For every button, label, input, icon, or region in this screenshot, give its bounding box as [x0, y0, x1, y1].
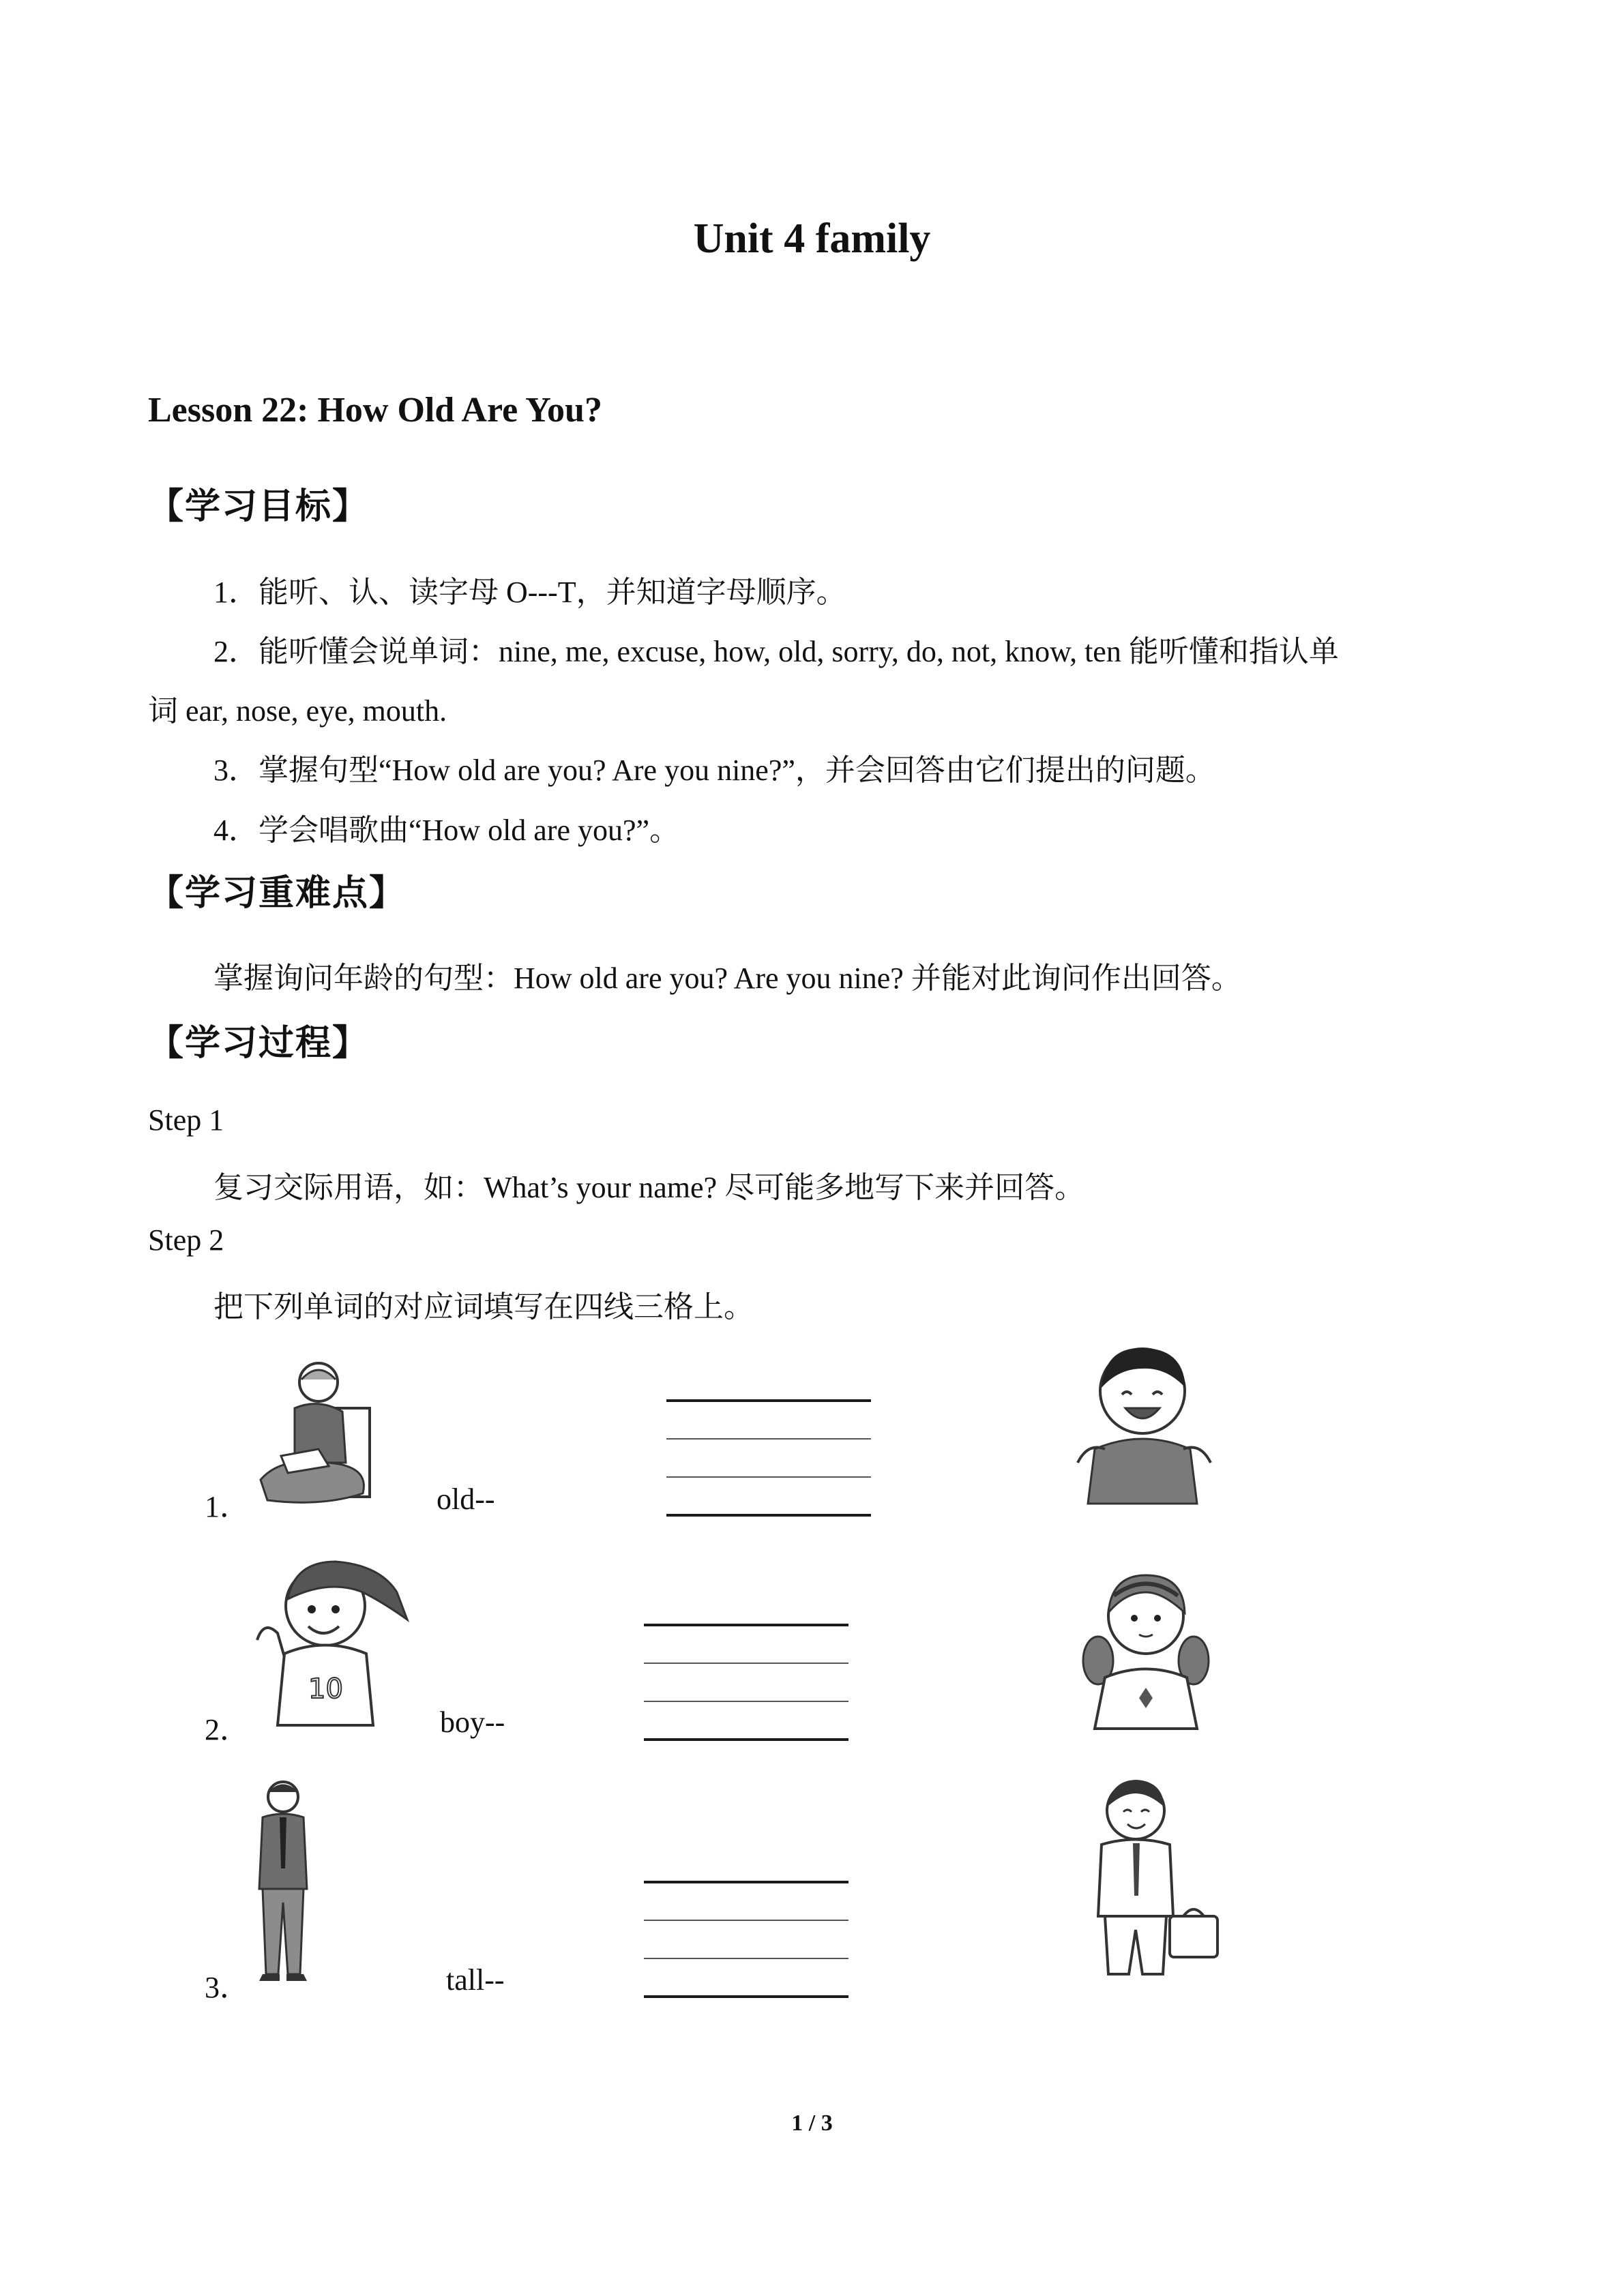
exercise-2-word: boy-- [440, 1705, 505, 1739]
page-number: 1 / 3 [791, 2111, 833, 2136]
step-2-text: 把下列单词的对应词填写在四线三格上。 [213, 1290, 754, 1324]
smiling-boy-icon [1064, 1340, 1228, 1510]
section-objectives: 【学习目标】 [148, 486, 370, 527]
step-1-text: 复习交际用语，如：What’s your name? 尽可能多地写下来并回答。 [213, 1171, 1085, 1204]
step-1-label: Step 1 [148, 1103, 224, 1137]
page-title: Unit 4 family [693, 215, 931, 262]
exercise-2-writing-lines[interactable] [644, 1624, 848, 1742]
exercise-1-number: 1． [205, 1490, 250, 1523]
exercise-3-word: tall-- [446, 1963, 505, 1997]
girl-with-headband-icon [1074, 1558, 1217, 1732]
objective-4: 4．学会唱歌曲“How old are you?”。 [213, 814, 680, 847]
lesson-heading: Lesson 22: How Old Are You? [148, 391, 602, 430]
exercise-1-writing-lines[interactable] [666, 1399, 871, 1518]
boy-with-cap-icon [254, 1551, 411, 1729]
step-2-label: Step 2 [148, 1223, 224, 1257]
objective-2: 2．能听懂会说单词：nine, me, excuse, how, old, sorry, do, not, know, ten 能听懂和指认单 [213, 635, 1339, 668]
exercise-3-number: 3． [205, 1971, 250, 2004]
section-key-points: 【学习重难点】 [148, 873, 407, 914]
old-man-reading-icon [254, 1354, 390, 1517]
exercise-2-number: 2． [205, 1713, 250, 1746]
svg-text:10: 10 [308, 1673, 343, 1705]
short-man-with-bag-icon [1074, 1770, 1224, 1988]
exercise-1-word: old-- [437, 1482, 495, 1516]
key-point-text: 掌握询问年龄的句型：How old are you? Are you nine? 并能对此询问作出回答。 [213, 961, 1241, 995]
section-process: 【学习过程】 [148, 1023, 370, 1064]
exercise-3-writing-lines[interactable] [644, 1881, 848, 1999]
objective-3: 3．掌握句型“How old are you? Are you nine?”，并会回答由它们提出的问题。 [213, 754, 1215, 787]
objective-1: 1．能听、认、读字母 O---T，并知道字母顺序。 [213, 576, 846, 609]
objective-2-cont: 词 ear, nose, eye, mouth. [148, 694, 447, 728]
tall-man-icon [239, 1773, 327, 1984]
